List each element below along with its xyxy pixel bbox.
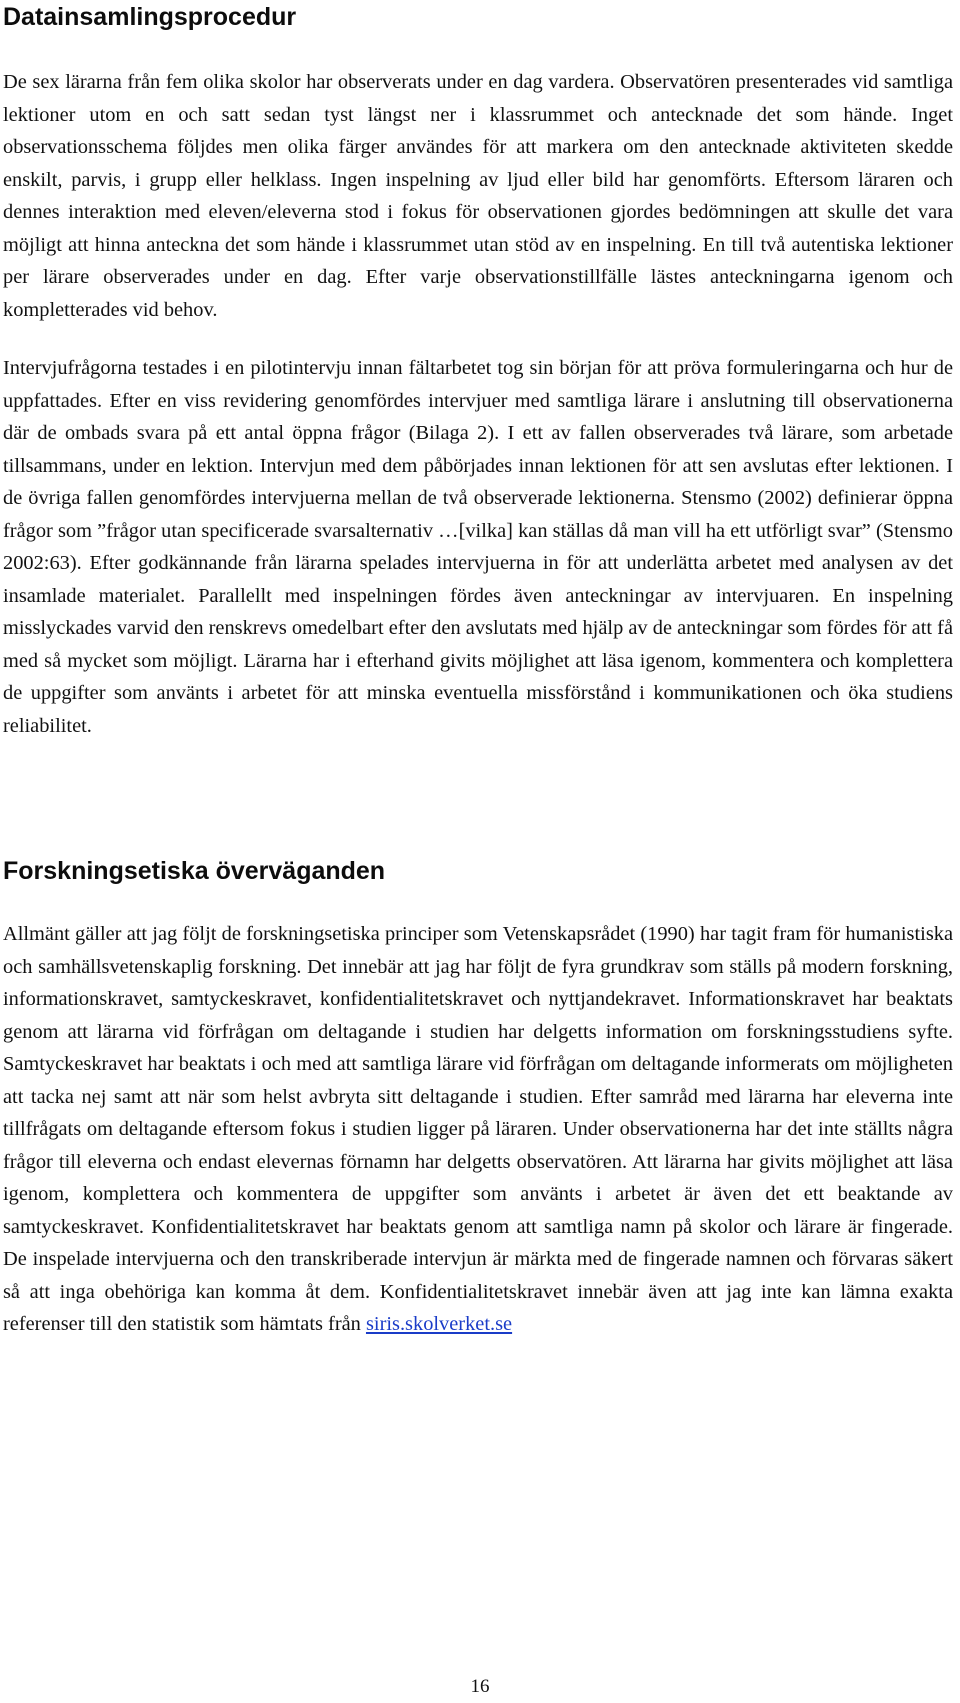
page-number: 16	[470, 1676, 490, 1697]
section-heading-datainsamlingsprocedur: Datainsamlingsprocedur	[3, 3, 297, 31]
paragraph-interview-procedure: Intervjufrågorna testades i en pilotintervju innan fältarbetet tog sin början för att pröva formuleringarna och hur de uppfattades. Efter en viss revidering genomfördes intervjuer med samtliga lärare i anslutning till observationerna där de ombads svara på ett antal öppna frågor (Bilaga 2). I ett av fallen observerades två lärare, som arbetade tillsammans, under en lektion. Intervjun med dem påbörjades innan lektionen för att sen avslutas efter lektionen. I de övriga fallen genomfördes intervjuerna mellan de två observerade lektionerna. Stensmo (2002) definierar öppna frågor som ”frågor utan specificerade svarsalternativ …[vilka] kan ställas då man vill ha ett utförligt svar” (Stensmo 2002:63). Efter godkännande från lärarna spelades intervjuerna in för att underlätta arbetet med analysen av det insamlade materialet. Parallellt med inspelningen fördes även anteckningar av intervjuaren. En inspelning misslyckades varvid den renskrevs omedelbart efter den avslutats med hjälp av de anteckningar som fördes för att få med så mycket som möjligt. Lärarna har i efterhand givits möjlighet att läsa igenom, kommentera och komplettera de uppgifter som använts i arbetet för att minska eventuella missförstånd i kommunikationen och öka studiens reliabilitet.	[3, 357, 953, 737]
skolverket-link[interactable]: siris.skolverket.se	[365, 1313, 513, 1335]
section-heading-forskningsetiska: Forskningsetiska överväganden	[3, 857, 386, 885]
document-body	[3, 0, 953, 1341]
section-spacer	[3, 742, 953, 810]
paragraph-research-ethics	[3, 918, 953, 1341]
paragraph-observation-procedure: De sex lärarna från fem olika skolor har observerats under en dag vardera. Observatören presenterades vid samtliga lektioner utom en och satt sedan tyst längst ner i klassrummet och antecknade det som hände. Inget observationsschema följdes men olika färger användes för att markera om den antecknade aktiviteten skedde enskilt, parvis, i grupp eller helklass. Ingen inspelning av ljud eller bild har genomförts. Eftersom läraren och dennes interaktion med eleven/eleverna stod i fokus för observationen gjordes bedömningen att skulle det vara möjligt att hinna anteckna det som hände i klassrummet utan stöd av en inspelning. En till två autentiska lektioner per lärare observerades under en dag. Efter varje observationstillfälle lästes anteckningarna igenom och kompletterades vid behov.	[3, 71, 953, 321]
paragraph-research-ethics-text: Allmänt gäller att jag följt de forskningsetiska principer som Vetenskapsrådet (1990) har tagit fram för humanistiska och samhällsvetenskaplig forskning. Det innebär att jag har följt de fyra grundkrav som ställs på modern forskning, informationskravet, samtyckeskravet, konfidentialitetskravet och nyttjandekravet. Informationskravet har beaktats genom att lärarna vid förfrågan om deltagande i studien har delgetts information om forskningsstudiens syfte. Samtyckeskravet har beaktats i och med att samtliga lärare vid förfrågan om deltagande informerats om möjligheten att tacka nej samt att när som helst avbryta sitt deltagande i studien. Efter samråd med lärarna har eleverna inte tillfrågats om deltagande eftersom fokus i studien ligger på läraren. Under observationerna har det inte ställts några frågor till eleverna och endast elevernas förnamn har delgetts observatören. Att lärarna har givits möjlighet att läsa igenom, komplettera och kommentera de uppgifter som använts i arbetet är även det ett beaktande av samtyckeskravet. Konfidentialitetskravet har beaktats genom att samtliga namn på skolor och lärare är fingerade. De inspelade intervjuerna och den transkriberade intervjun är märkta med de fingerade namnen och förvaras säkert så att inga obehöriga kan komma åt dem. Konfidentialitetskravet innebär även att jag inte kan lämna exakta referenser till den statistik som hämtats från	[3, 923, 953, 1335]
